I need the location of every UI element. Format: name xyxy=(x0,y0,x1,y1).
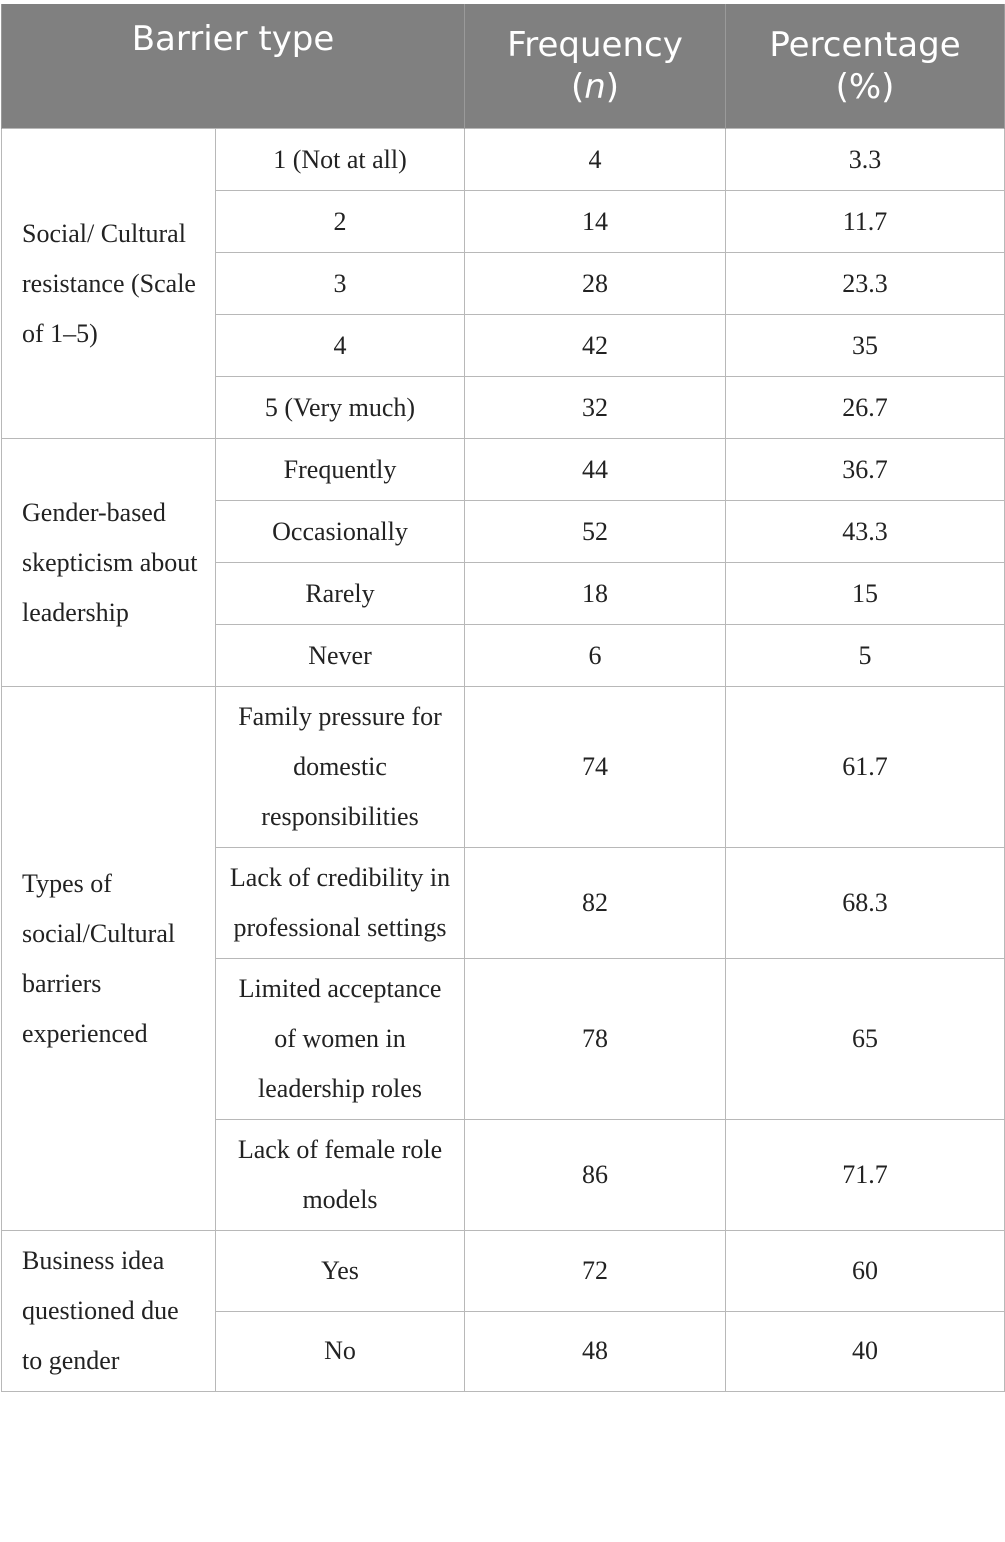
frequency-cell: 6 xyxy=(465,625,726,687)
frequency-cell: 48 xyxy=(465,1311,726,1392)
percentage-cell: 36.7 xyxy=(726,439,1005,501)
frequency-cell: 86 xyxy=(465,1120,726,1231)
category-cell: Family pressure for domestic responsibilities xyxy=(216,687,465,848)
frequency-cell: 52 xyxy=(465,501,726,563)
group-label: Types of social/Cultural barriers experienced xyxy=(2,687,216,1231)
table-header xyxy=(2,4,1005,129)
percentage-cell: 71.7 xyxy=(726,1120,1005,1231)
category-cell: No xyxy=(216,1311,465,1392)
percentage-cell: 23.3 xyxy=(726,253,1005,315)
percentage-cell: 60 xyxy=(726,1231,1005,1312)
header-percentage-unit: (%) xyxy=(835,67,895,107)
frequency-cell: 44 xyxy=(465,439,726,501)
header-frequency: Frequency (n) xyxy=(465,4,726,129)
frequency-cell: 78 xyxy=(465,959,726,1120)
frequency-cell: 28 xyxy=(465,253,726,315)
percentage-cell: 3.3 xyxy=(726,129,1005,191)
frequency-cell: 72 xyxy=(465,1231,726,1312)
table-row xyxy=(2,439,1005,501)
category-cell: Lack of credibility in professional settings xyxy=(216,848,465,959)
frequency-cell: 42 xyxy=(465,315,726,377)
category-cell: Rarely xyxy=(216,563,465,625)
table-body xyxy=(2,129,1005,1392)
frequency-cell: 74 xyxy=(465,687,726,848)
category-cell: 2 xyxy=(216,191,465,253)
category-cell: Lack of female role models xyxy=(216,1120,465,1231)
frequency-cell: 32 xyxy=(465,377,726,439)
header-percentage-title: Percentage xyxy=(769,25,961,65)
table-row xyxy=(2,129,1005,191)
percentage-cell: 11.7 xyxy=(726,191,1005,253)
frequency-cell: 4 xyxy=(465,129,726,191)
percentage-cell: 5 xyxy=(726,625,1005,687)
header-row xyxy=(2,4,1005,129)
percentage-cell: 65 xyxy=(726,959,1005,1120)
frequency-cell: 18 xyxy=(465,563,726,625)
table-row xyxy=(2,1231,1005,1312)
group-label: Business idea questioned due to gender xyxy=(2,1231,216,1392)
category-cell: Never xyxy=(216,625,465,687)
percentage-cell: 40 xyxy=(726,1311,1005,1392)
header-frequency-title: Frequency xyxy=(507,25,683,65)
header-barrier-type: Barrier type xyxy=(2,4,465,129)
percentage-cell: 35 xyxy=(726,315,1005,377)
category-cell: 3 xyxy=(216,253,465,315)
category-cell: Limited acceptance of women in leadership roles xyxy=(216,959,465,1120)
percentage-cell: 61.7 xyxy=(726,687,1005,848)
category-cell: Yes xyxy=(216,1231,465,1312)
barriers-table xyxy=(1,4,1005,1392)
category-cell: 1 (Not at all) xyxy=(216,129,465,191)
header-percentage xyxy=(726,4,1005,129)
header-frequency-unit: n xyxy=(584,67,606,107)
frequency-cell: 14 xyxy=(465,191,726,253)
table-row xyxy=(2,687,1005,848)
category-cell: 4 xyxy=(216,315,465,377)
frequency-cell: 82 xyxy=(465,848,726,959)
category-cell: 5 (Very much) xyxy=(216,377,465,439)
percentage-cell: 43.3 xyxy=(726,501,1005,563)
percentage-cell: 26.7 xyxy=(726,377,1005,439)
category-cell: Occasionally xyxy=(216,501,465,563)
percentage-cell: 68.3 xyxy=(726,848,1005,959)
group-label: Social/ Cultural resistance (Scale of 1–5) xyxy=(2,129,216,439)
group-label: Gender-based skepticism about leadership xyxy=(2,439,216,687)
category-cell: Frequently xyxy=(216,439,465,501)
percentage-cell: 15 xyxy=(726,563,1005,625)
